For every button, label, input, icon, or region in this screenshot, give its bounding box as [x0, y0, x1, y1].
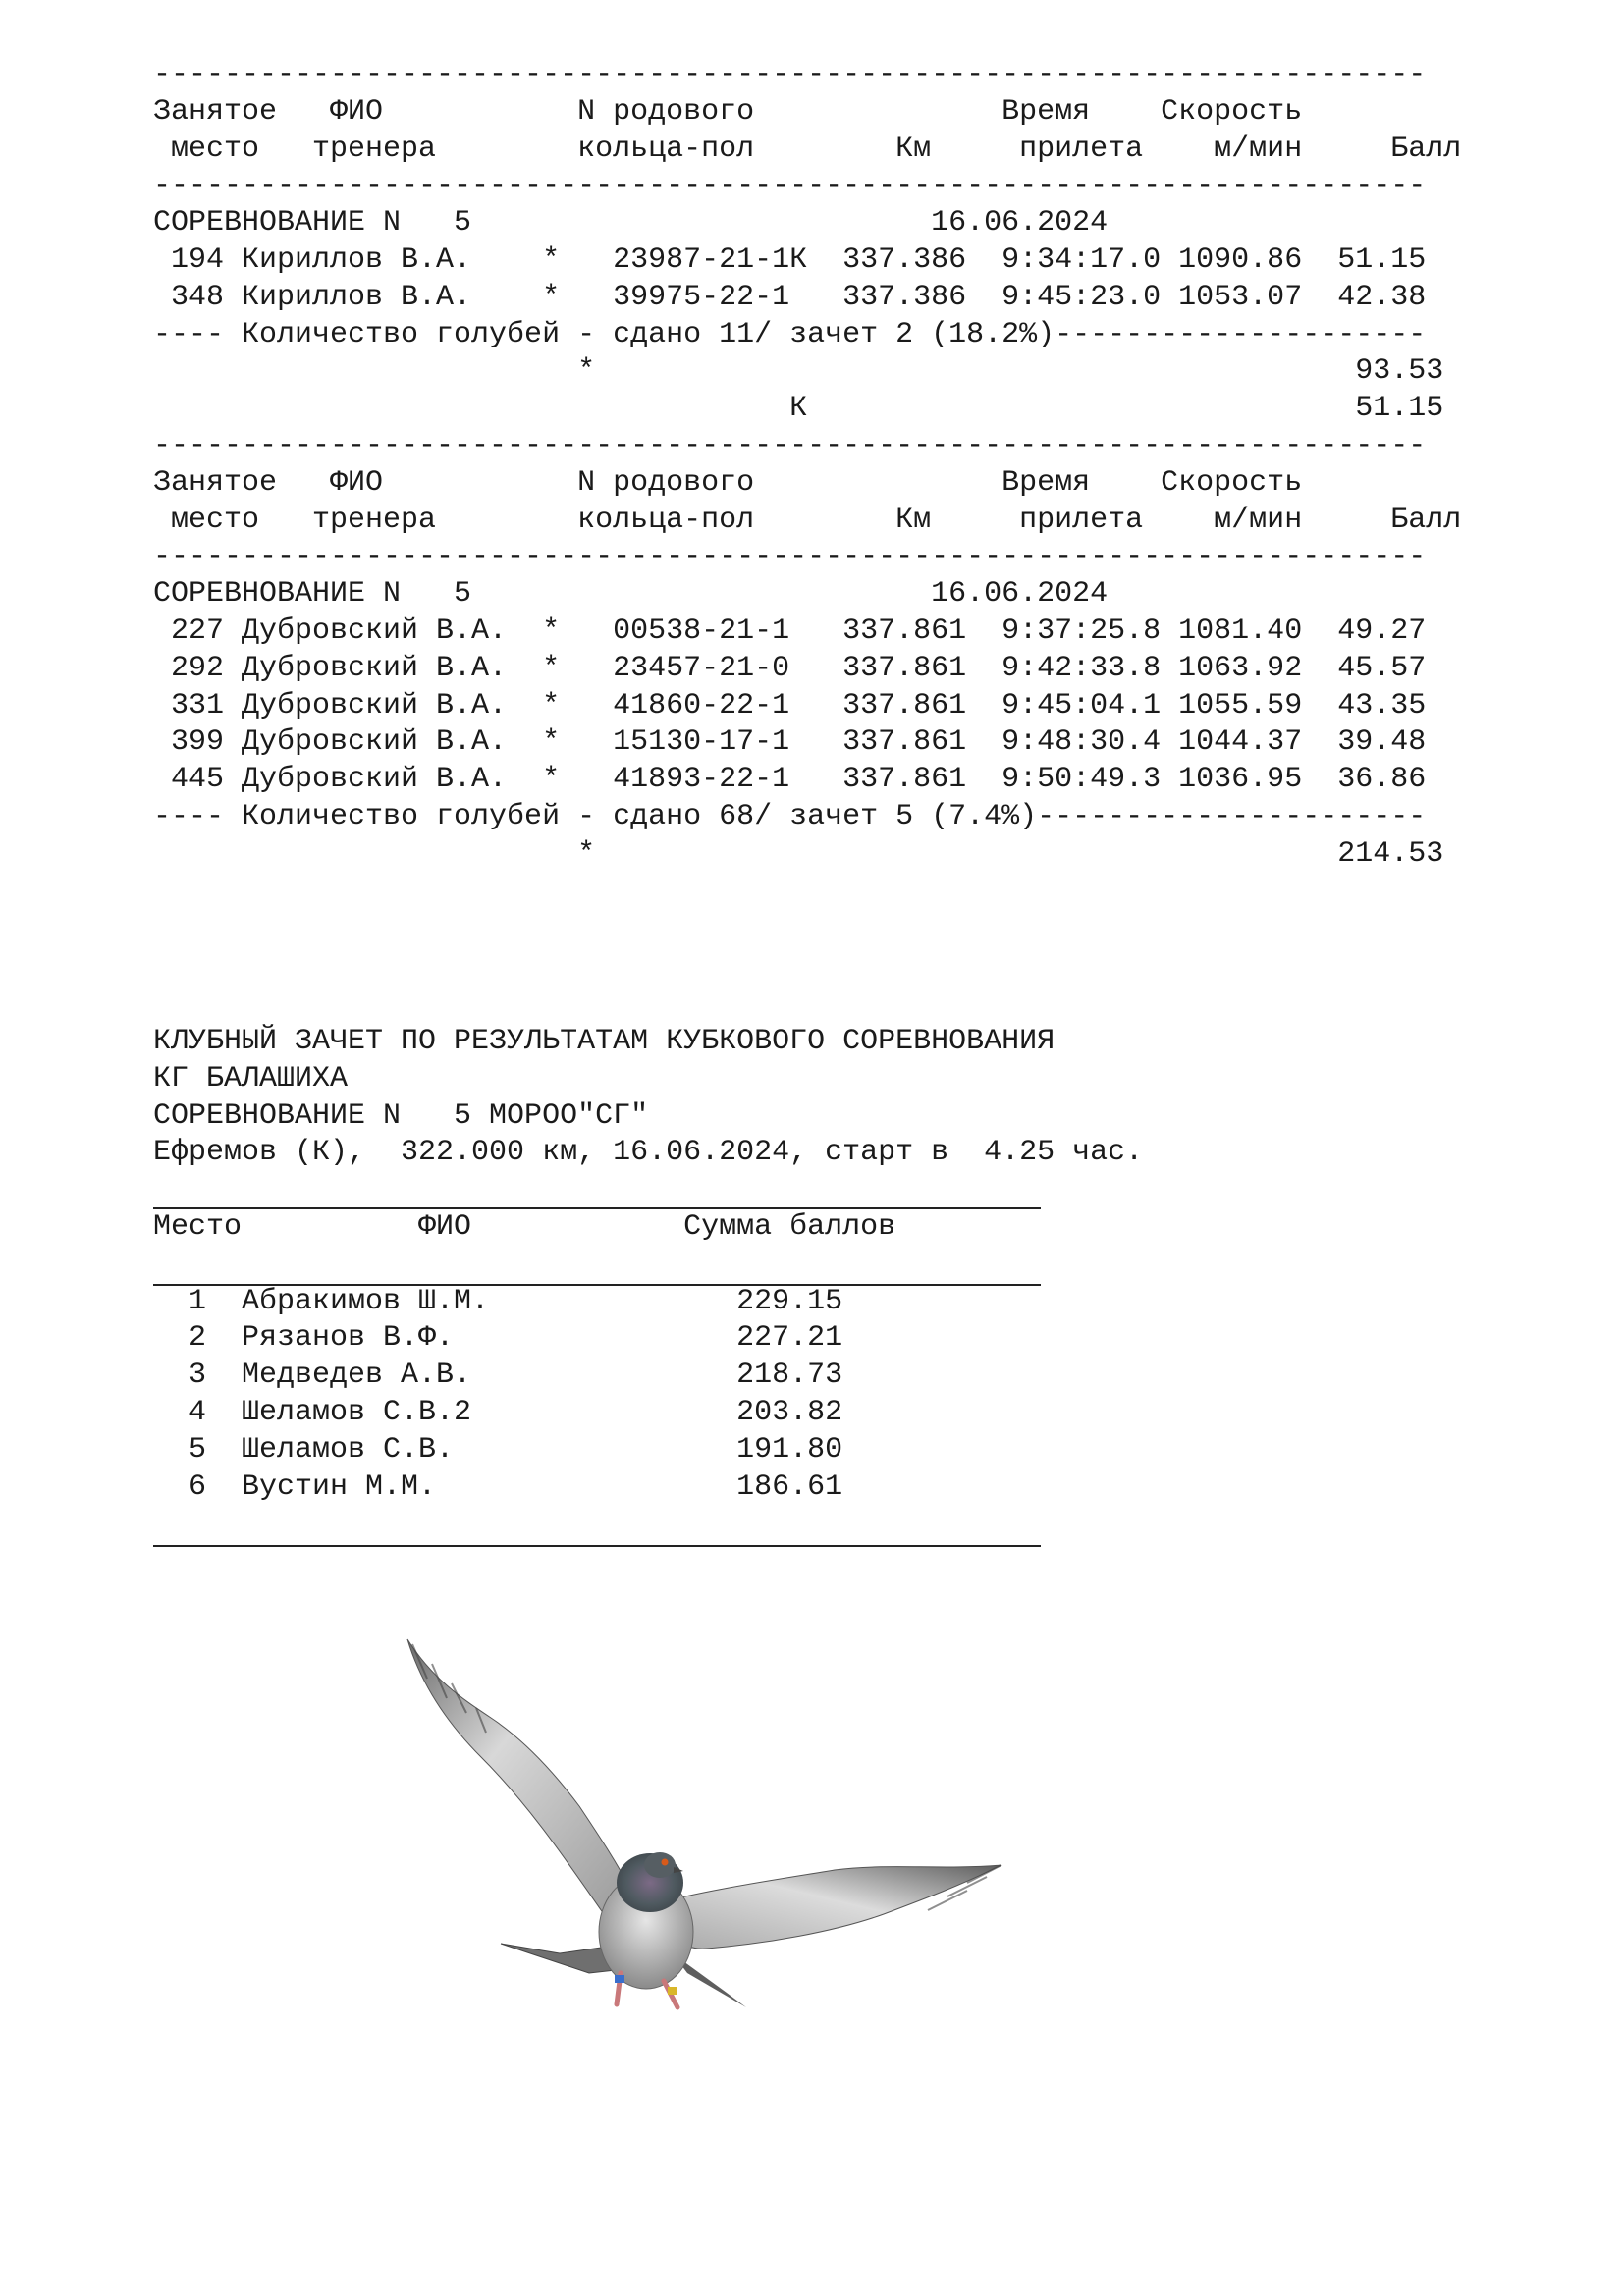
result-row: 445 Дубровский В.А. * 41893-22-1 337.861 9:50:49.3 1036.95 36.86	[153, 763, 1427, 797]
club-release-info: Ефремов (К), 322.000 км, 16.06.2024, старт в 4.25 час.	[153, 1136, 1144, 1170]
spacer	[153, 1172, 1587, 1209]
standings-top-rule	[153, 1207, 1041, 1209]
score-total: * 214.53	[153, 836, 1444, 871]
table-header-row-1: Занятое ФИО N родового Время Скорость	[153, 465, 1303, 500]
standings-row: 1 Абракимов Ш.М. 229.15	[153, 1284, 843, 1318]
club-name: КГ БАЛАШИХА	[153, 1061, 349, 1095]
score-total: * 93.53	[153, 354, 1444, 389]
flying-pigeon-icon	[393, 1620, 1041, 2042]
club-standings	[153, 1024, 1587, 1506]
standings-header-rule	[153, 1284, 1041, 1286]
separator-line: ------------------------------------------------------------------------	[153, 58, 1427, 91]
pigeon-count-summary: ---- Количество голубей - сдано 11/ зачет 2 (18.2%)---------------------	[153, 317, 1427, 351]
result-row: 194 Кириллов В.А. * 23987-21-1К 337.386 9:34:17.0 1090.86 51.15	[153, 242, 1427, 277]
competition-title: СОРЕВНОВАНИЕ N 5 16.06.2024	[153, 206, 1109, 240]
separator-line: ------------------------------------------------------------------------	[153, 169, 1427, 203]
competition-title: СОРЕВНОВАНИЕ N 5 16.06.2024	[153, 577, 1109, 612]
separator-line: ------------------------------------------------------------------------	[153, 540, 1427, 574]
standings-bottom-rule	[153, 1545, 1041, 1547]
club-title: КЛУБНЫЙ ЗАЧЕТ ПО РЕЗУЛЬТАТАМ КУБКОВОГО СОРЕВНОВАНИЯ	[153, 1025, 1056, 1058]
club-competition: СОРЕВНОВАНИЕ N 5 МОРОО"СГ"	[153, 1098, 649, 1133]
result-row: 399 Дубровский В.А. * 15130-17-1 337.861 9:48:30.4 1044.37 39.48	[153, 725, 1427, 760]
pigeon-race-results	[153, 57, 1587, 874]
result-row: 292 Дубровский В.А. * 23457-21-0 337.861 9:42:33.8 1063.92 45.57	[153, 651, 1427, 685]
score-total-k: К 51.15	[153, 392, 1444, 426]
standings-header: Место ФИО Сумма баллов	[153, 1209, 896, 1244]
pigeon-count-summary: ---- Количество голубей - сдано 68/ зачет 5 (7.4%)----------------------	[153, 799, 1427, 833]
result-row: 227 Дубровский В.А. * 00538-21-1 337.861 9:37:25.8 1081.40 49.27	[153, 614, 1427, 648]
table-header-row-2: место тренера кольца-пол Км прилета м/мин Балл	[153, 503, 1462, 537]
result-row: 348 Кириллов В.А. * 39975-22-1 337.386 9:45:23.0 1053.07 42.38	[153, 280, 1427, 314]
spacer	[153, 1247, 1587, 1284]
standings-row: 4 Шеламов С.В.2 203.82	[153, 1395, 843, 1429]
table-header-row-1: Занятое ФИО N родового Время Скорость	[153, 94, 1303, 129]
standings-row: 3 Медведев А.В. 218.73	[153, 1359, 843, 1393]
separator-line: ------------------------------------------------------------------------	[153, 428, 1427, 462]
standings-row: 2 Рязанов В.Ф. 227.21	[153, 1321, 843, 1356]
standings-row: 6 Вустин М.М. 186.61	[153, 1469, 843, 1504]
table-header-row-2: место тренера кольца-пол Км прилета м/мин Балл	[153, 132, 1462, 166]
standings-row: 5 Шеламов С.В. 191.80	[153, 1432, 843, 1467]
result-row: 331 Дубровский В.А. * 41860-22-1 337.861 9:45:04.1 1055.59 43.35	[153, 688, 1427, 722]
